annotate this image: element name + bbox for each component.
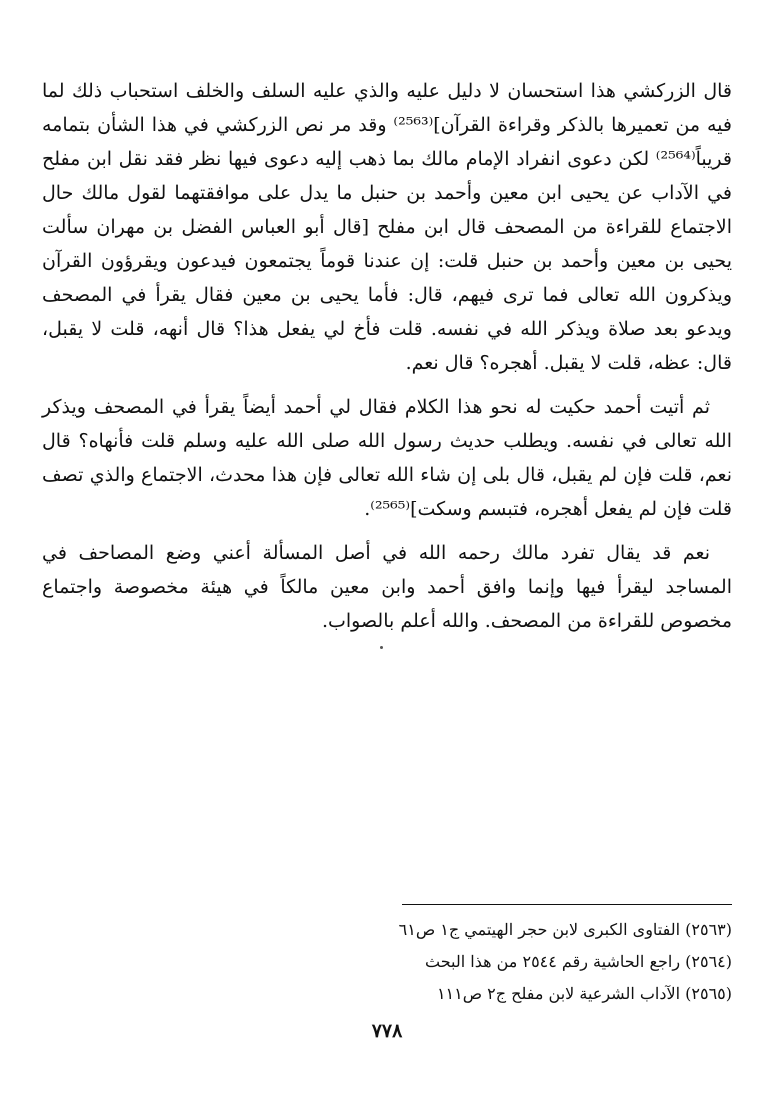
paragraph-3: نعم قد يقال تفرد مالك رحمه الله في أصل المسألة أعني وضع المصاحف في المساجد ليقرأ فيها وإنما وافق أحمد وابن معين مالكاً في هيئة مخصوصة واجتماع مخصوص للقراءة من المصحف. والله أعلم بالصواب. bbox=[42, 542, 732, 632]
body-text bbox=[42, 74, 732, 648]
footnote-2563: (٢٥٦٣) الفتاوى الكبرى لابن حجر الهيتمي ج١ ص٦١ bbox=[398, 920, 732, 939]
paragraph-1: قال الزركشي هذا استحسان لا دليل عليه والذي عليه السلف والخلف استحباب ذلك لما فيه من تعميرها بالذكر وقراءة القرآن]⁽²⁵⁶³⁾ وقد مر نص الزركشي في هذا الشأن بتمامه قريباً⁽²⁵⁶⁴⁾ لكن دعوى انفراد الإمام مالك بما ذهب إليه دعوى فيها نظر فقد نقل ابن مفلح في الآداب عن يحيى ابن معين وأحمد بن حنبل ما يدل على موافقتهما لقول مالك حال الاجتماع للقراءة من المصحف قال ابن مفلح [قال أبو العباس الفضل بن مهران سألت يحيى بن معين وأحمد بن حنبل قلت: إن عندنا قوماً يجتمعون فيدعون ويقرؤون القرآن ويذكرون الله تعالى فما ترى فيهم، قال: فأما يحيى بن معين فقال يقرأ في المصحف ويدعو بعد صلاة ويذكر الله في نفسه. قلت فأخ لي يفعل هذا؟ قال أنهه، قلت لا يقبل، قال: عظه، قلت لا يقبل. أهجره؟ قال نعم. bbox=[42, 80, 733, 374]
paragraph-2: ثم أتيت أحمد حكيت له نحو هذا الكلام فقال لي أحمد أيضاً يقرأ في المصحف ويذكر الله تعالى في نفسه. ويطلب حديث رسول الله صلى الله عليه وسلم قلت فأنهاه؟ قال نعم، قلت فإن لم يقبل، قال بلى إن شاء الله تعالى فإن هذا محدث، الاجتماع والذي تصف قلت فإن لم يفعل أهجره، فتبسم وسكت]⁽²⁵⁶⁵⁾. bbox=[42, 396, 732, 520]
footnote-2565: (٢٥٦٥) الآداب الشرعية لابن مفلح ج٢ ص١١١ bbox=[436, 984, 732, 1003]
footnote-separator bbox=[402, 904, 732, 905]
footnote-2564: (٢٥٦٤) راجع الحاشية رقم ٢٥٤٤ من هذا البحث bbox=[424, 952, 732, 971]
footnotes bbox=[172, 914, 732, 1010]
stray-dot bbox=[380, 646, 383, 649]
page-number: ٧٧٨ bbox=[371, 1020, 403, 1042]
